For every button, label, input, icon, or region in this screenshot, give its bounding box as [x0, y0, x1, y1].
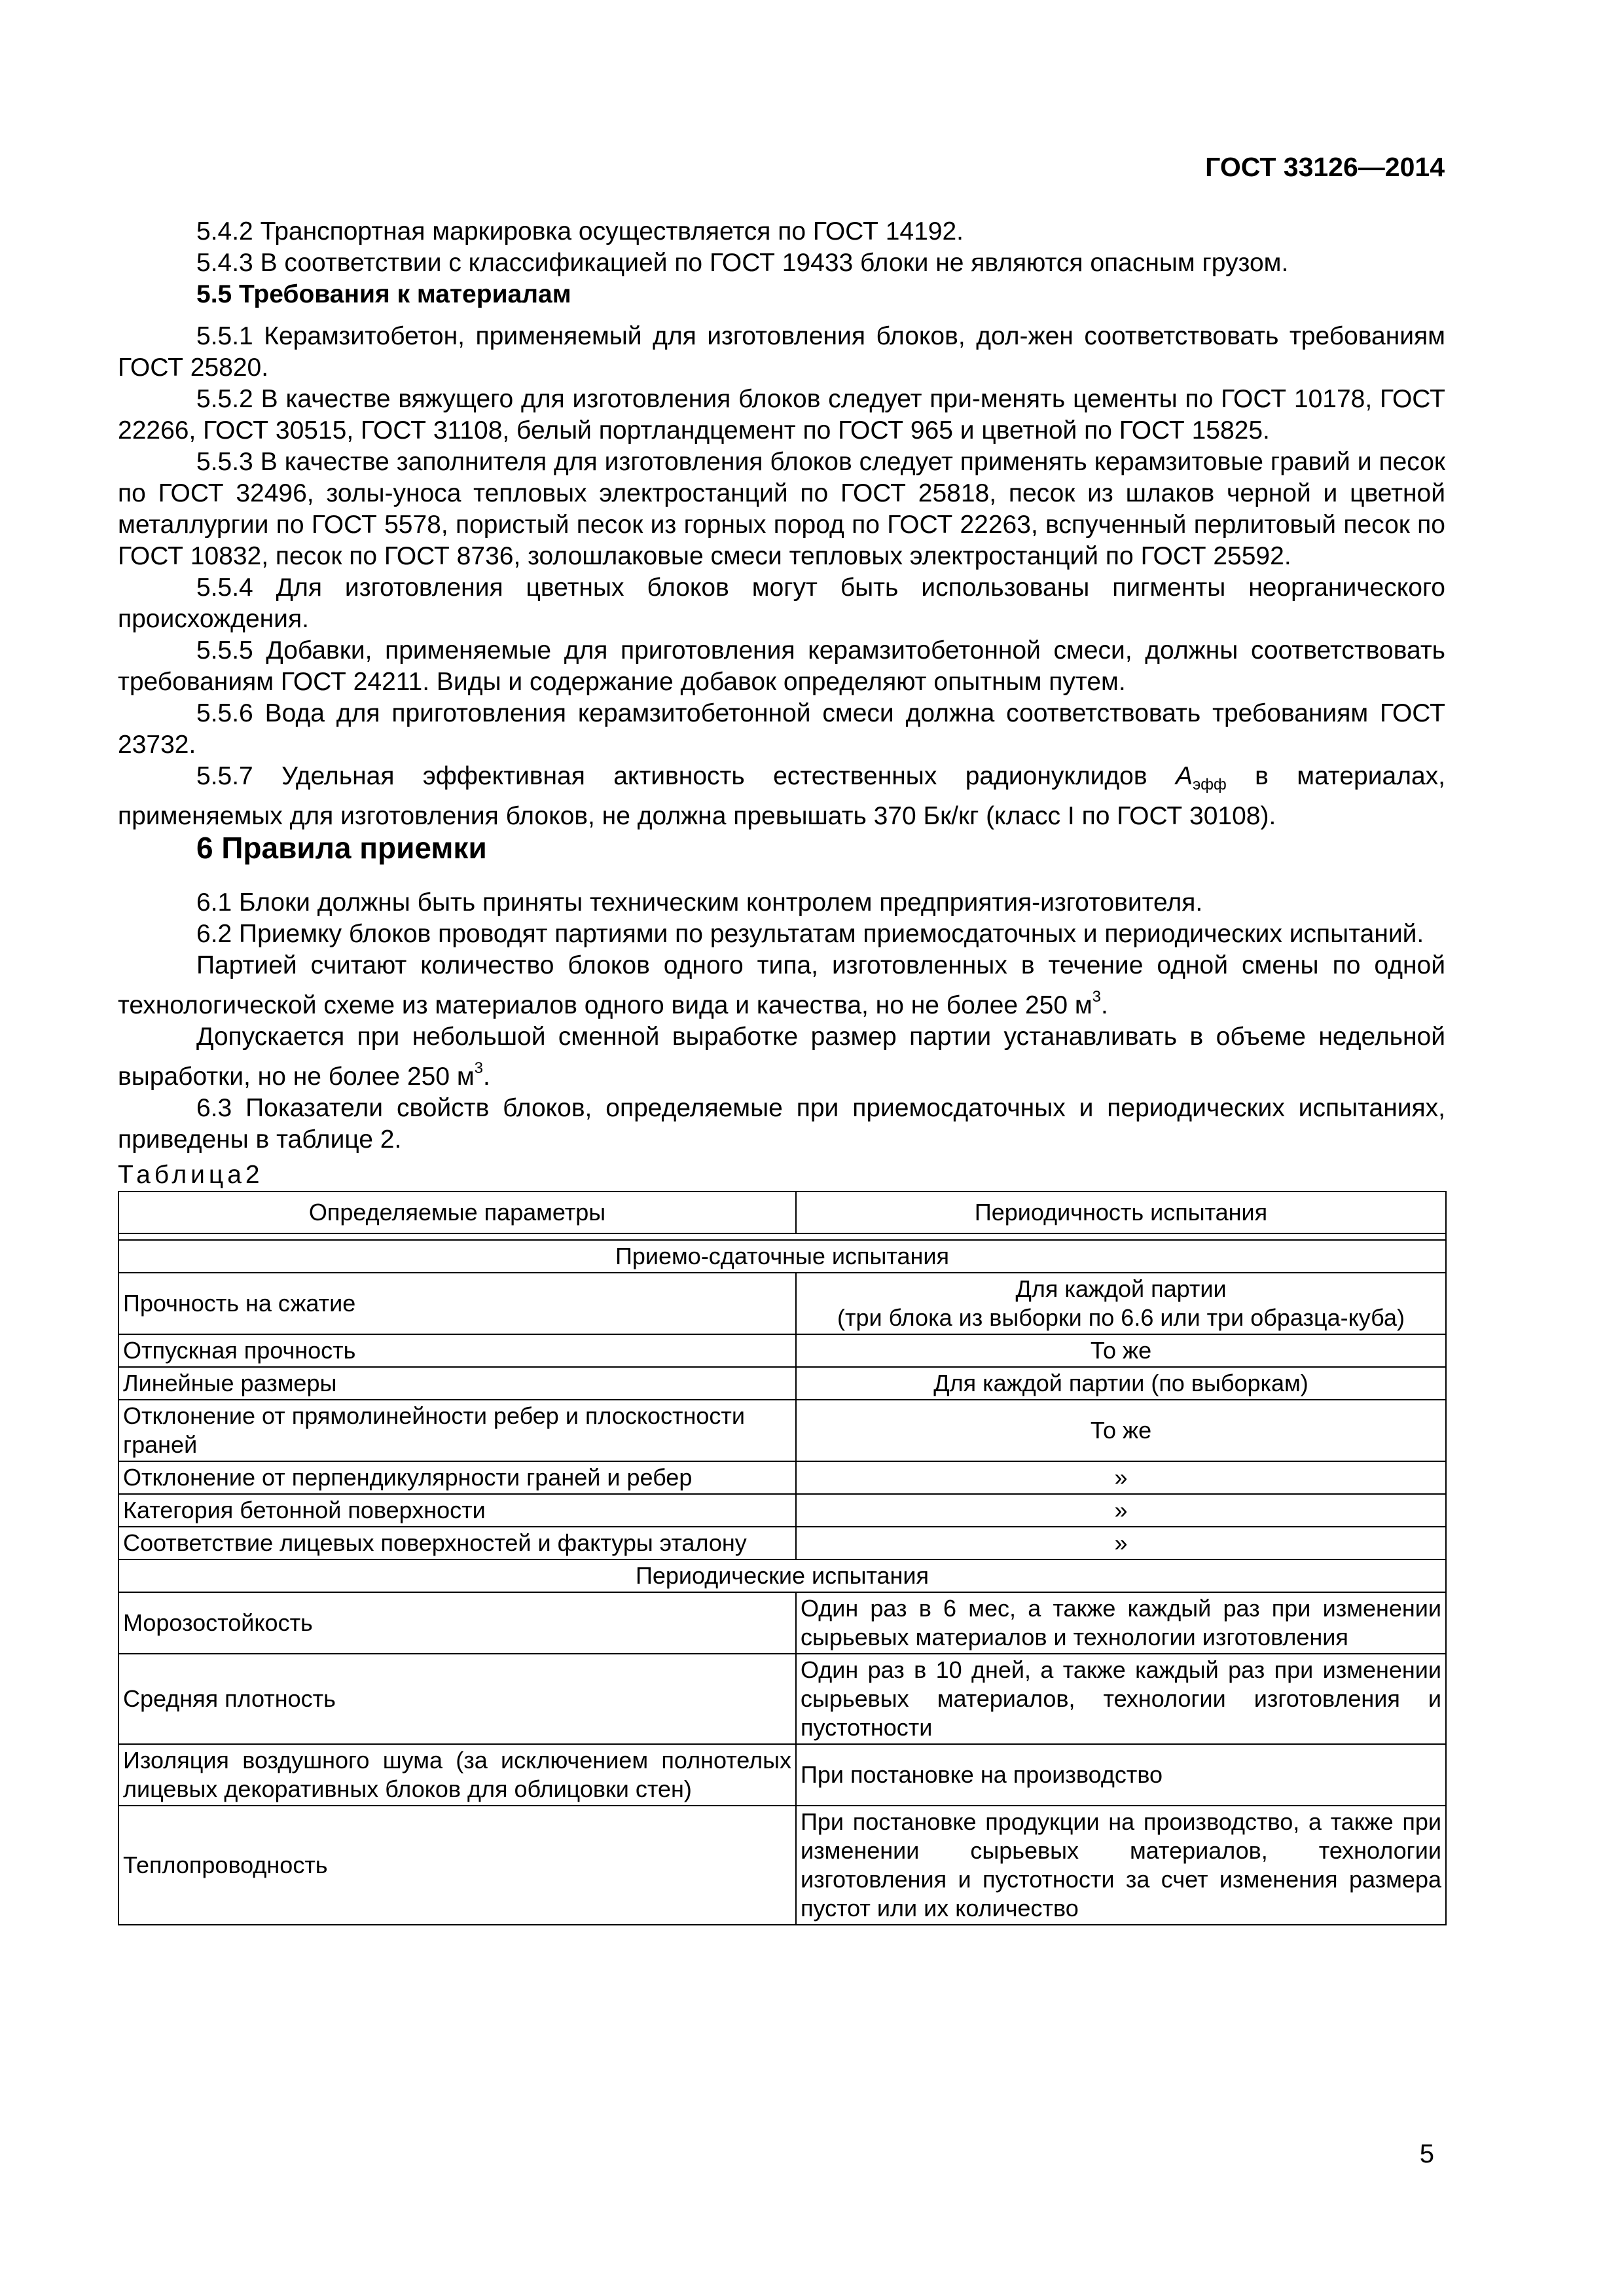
- para-batch-allowance: [118, 1021, 1445, 1093]
- table-row: [118, 1400, 1446, 1461]
- header-separator-cell: [118, 1233, 1446, 1240]
- batch-allowance-sup: 3: [474, 1059, 484, 1077]
- activity-symbol: A: [1175, 762, 1193, 790]
- document-body: [118, 216, 1445, 1925]
- batch-definition-sup: 3: [1092, 988, 1102, 1006]
- group-row-acceptance: [118, 1240, 1446, 1273]
- batch-definition-text: Партией считают количество блоков одного типа, изготовленных в течение одной смены по одной технологической схеме из материалов одного вида и качества, но не более 250 м: [118, 951, 1445, 1019]
- batch-allowance-text: Допускается при небольшой сменной выработке размер партии устанавливать в объеме недельной выработки, но не более 250 м: [118, 1023, 1445, 1091]
- group-acceptance-title: Приемо-сдаточные испытания: [118, 1240, 1446, 1273]
- period-cell: При постановке на производство: [796, 1744, 1446, 1806]
- doc-header-id: ГОСТ 33126—2014: [1205, 152, 1445, 182]
- table-header-row: [118, 1192, 1446, 1233]
- param-cell: Отклонение от перпендикулярности граней и ребер: [118, 1461, 796, 1494]
- table-label: Таблица2: [118, 1161, 264, 1189]
- para-batch-definition: [118, 950, 1445, 1021]
- para-5-5-6: 5.5.6 Вода для приготовления керамзитобетонной смеси должна соответствовать требованиям ГОСТ 23732.: [118, 699, 1445, 759]
- table-row: [118, 1461, 1446, 1494]
- period-cell: »: [796, 1461, 1446, 1494]
- table-row: [118, 1654, 1446, 1744]
- table-row: [118, 1273, 1446, 1334]
- param-cell: Морозостойкость: [118, 1592, 796, 1654]
- period-cell: Для каждой партии (по выборкам): [796, 1367, 1446, 1400]
- batch-allowance-end: .: [483, 1063, 490, 1091]
- period-cell: Один раз в 10 дней, а также каждый раз при изменении сырьевых материалов, технологии изготовления и пустотности: [796, 1654, 1446, 1744]
- para-5-4-2: 5.4.2 Транспортная маркировка осуществляется по ГОСТ 14192.: [196, 217, 964, 246]
- table-row: [118, 1806, 1446, 1925]
- table-row: [118, 1744, 1446, 1806]
- header-periodicity: Периодичность испытания: [796, 1192, 1446, 1233]
- section-6-title: 6 Правила приемки: [196, 831, 487, 865]
- param-cell: Прочность на сжатие: [118, 1273, 796, 1334]
- param-cell: Изоляция воздушного шума (за исключением полнотелых лицевых декоративных блоков для облицовки стен): [118, 1744, 796, 1806]
- para-5-5-7-before: 5.5.7 Удельная эффективная активность естественных радионуклидов: [196, 762, 1176, 790]
- activity-subscript: эфф: [1193, 776, 1227, 793]
- param-cell: Линейные размеры: [118, 1367, 796, 1400]
- param-cell: Средняя плотность: [118, 1654, 796, 1744]
- para-6-3: 6.3 Показатели свойств блоков, определяемые при приемосдаточных и периодических испытаниях, приведены в таблице 2.: [118, 1094, 1445, 1154]
- batch-definition-end: .: [1101, 991, 1108, 1019]
- group-periodic-title: Периодические испытания: [118, 1559, 1446, 1592]
- table-row: [118, 1592, 1446, 1654]
- period-cell: То же: [796, 1400, 1446, 1461]
- header-parameters: Определяемые параметры: [118, 1192, 796, 1233]
- param-cell: Теплопроводность: [118, 1806, 796, 1925]
- period-cell: Один раз в 6 мес, а также каждый раз при изменении сырьевых материалов и технологии изготовления: [796, 1592, 1446, 1654]
- para-6-2: 6.2 Приемку блоков проводят партиями по результатам приемосдаточных и периодических испытаний.: [196, 920, 1424, 948]
- param-cell: Категория бетонной поверхности: [118, 1494, 796, 1527]
- para-5-5-3: 5.5.3 В качестве заполнителя для изготовления блоков следует применять керамзитовые гравий и песок по ГОСТ 32496, золы-уноса тепловых электростанций по ГОСТ 25818, песок из шлаков черной и цветной металлургии по ГОСТ 5578, пористый песок из горных пород по ГОСТ 22263, вспученный перлитовый песок по ГОСТ 10832, песок по ГОСТ 8736, золошлаковые смеси тепловых электростанций по ГОСТ 25592.: [118, 448, 1445, 570]
- period-cell: »: [796, 1527, 1446, 1559]
- param-cell: Отклонение от прямолинейности ребер и плоскостности граней: [118, 1400, 796, 1461]
- para-5-5-7: [118, 761, 1445, 832]
- page-number: 5: [1419, 2140, 1434, 2168]
- table-row: [118, 1367, 1446, 1400]
- group-row-periodic: [118, 1559, 1446, 1592]
- section-5-5-title: 5.5 Требования к материалам: [196, 280, 571, 308]
- table-row: [118, 1527, 1446, 1559]
- table-row: [118, 1494, 1446, 1527]
- para-5-5-4: 5.5.4 Для изготовления цветных блоков могут быть использованы пигменты неорганического происхождения.: [118, 574, 1445, 633]
- period-cell: То же: [796, 1334, 1446, 1367]
- para-5-5-5: 5.5.5 Добавки, применяемые для приготовления керамзитобетонной смеси, должны соответствовать требованиям ГОСТ 24211. Виды и содержание добавок определяют опытным путем.: [118, 636, 1445, 696]
- param-cell: Соответствие лицевых поверхностей и фактуры эталону: [118, 1527, 796, 1559]
- para-5-5-1: 5.5.1 Керамзитобетон, применяемый для изготовления блоков, дол-жен соответствовать требованиям ГОСТ 25820.: [118, 322, 1445, 382]
- period-cell: Для каждой партии (три блока из выборки по 6.6 или три образца-куба): [796, 1273, 1446, 1334]
- period-cell: »: [796, 1494, 1446, 1527]
- header-separator: [118, 1233, 1446, 1240]
- para-5-5-2: 5.5.2 В качестве вяжущего для изготовления блоков следует при-менять цементы по ГОСТ 10178, ГОСТ 22266, ГОСТ 30515, ГОСТ 31108, белый портландцемент по ГОСТ 965 и цветной по ГОСТ 15825.: [118, 385, 1445, 445]
- period-cell: При постановке продукции на производство, а также при изменении сырьевых материалов, технологии изготовления и пустотности за счет изменения размера пустот или их количество: [796, 1806, 1446, 1925]
- param-cell: Отпускная прочность: [118, 1334, 796, 1367]
- para-5-4-3: 5.4.3 В соответствии с классификацией по ГОСТ 19433 блоки не являются опасным грузом.: [196, 249, 1289, 277]
- table-row: [118, 1334, 1446, 1367]
- para-6-1: 6.1 Блоки должны быть приняты техническим контролем предприятия-изготовителя.: [196, 888, 1203, 917]
- para-5-5-7-after: в материалах, применяемых для изготовления блоков, не должна превышать 370 Бк/кг (класс I по ГОСТ 30108).: [118, 762, 1445, 830]
- table-2: [118, 1191, 1447, 1925]
